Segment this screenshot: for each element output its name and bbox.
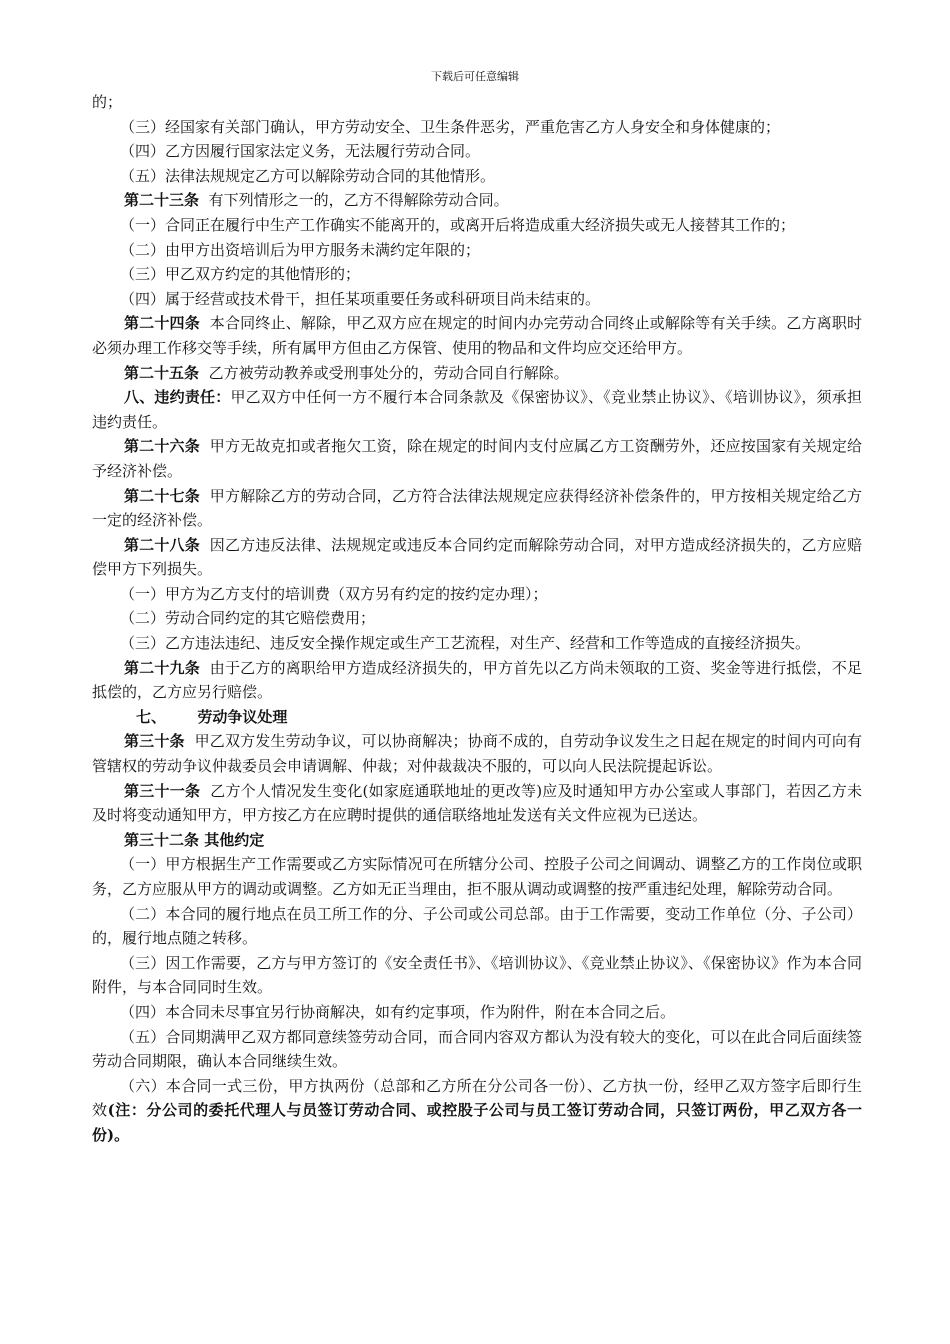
article-heading: 第二十四条 <box>124 314 200 333</box>
list-item <box>92 238 862 263</box>
paragraph-text: 乙方个人情况发生变化(如家庭通联地址的更改等)应及时通知甲方办公室或人事部门，若因乙方未及时将变动通知甲方，甲方按乙方在应聘时提供的通信联络地址发送有关文件应视为已送达。 <box>92 781 862 825</box>
article-heading: 第二十七条 <box>124 486 200 505</box>
paragraph-text: （三）甲乙双方约定的其他情形的； <box>120 265 361 284</box>
paragraph-text: 甲乙双方中任何一方不履行本合同条款及《保密协议》、《竞业禁止协议》、《培训协议》，须承担违约责任。 <box>92 388 862 431</box>
paragraph-continuation <box>92 90 862 115</box>
list-item <box>92 139 862 164</box>
bold-note: (注：分公司的委托代理人与员签订劳动合同、或控股子公司与员工签订劳动合同，只签订两份，甲乙双方各一份)。 <box>92 1101 862 1144</box>
paragraph-text: （六）本合同一式三份，甲方执两份（总部和乙方所在分公司各一份）、乙方执一份，经甲乙双方签字后即行生效 <box>92 1076 862 1120</box>
article-heading: 第二十九条 <box>124 658 200 677</box>
article-heading: 第三十二条 其他约定 <box>124 830 265 849</box>
paragraph-text: 甲方无故克扣或者拖欠工资，除在规定的时间内支付应属乙方工资酬劳外，还应按国家有关规定给予经济补偿。 <box>92 437 862 480</box>
list-item <box>92 262 862 287</box>
paragraph-text: 由于乙方的离职给甲方造成经济损失的，甲方首先以乙方尚未领取的工资、奖金等进行抵偿，不足抵偿的，乙方应另行赔偿。 <box>92 658 862 702</box>
list-item <box>92 631 862 656</box>
paragraph-text: （一）甲方根据生产工作需要或乙方实际情况可在所辖分公司、控股子公司之间调动、调整乙方的工作岗位或职务，乙方应服从甲方的调动或调整。乙方如无正当理由，拒不服从调动或调整的按严重违纪处理，解除劳动合同。 <box>92 855 862 898</box>
list-item <box>92 1000 862 1025</box>
list-item <box>92 606 862 631</box>
paragraph-text: （一）合同正在履行中生产工作确实不能离开的，或离开后将造成重大经济损失或无人接替其工作的； <box>120 215 796 234</box>
article-heading: 第二十六条 <box>124 437 200 456</box>
paragraph-text: 甲乙双方发生劳动争议，可以协商解决；协商不成的，自劳动争议发生之日起在规定的时间内可向有管辖权的劳动争议仲裁委员会申请调解、仲裁；对仲裁裁决不服的，可以向人民法院提起诉讼。 <box>92 732 862 776</box>
paragraph-text: （四）乙方因履行国家法定义务，无法履行劳动合同。 <box>120 142 481 161</box>
article-heading: 第二十八条 <box>124 535 200 554</box>
article-heading: 第二十三条 <box>124 191 200 210</box>
document-body <box>92 90 862 1148</box>
page-header: 下载后可任意编辑 <box>431 70 519 83</box>
paragraph-text: （二）劳动合同约定的其它赔偿费用； <box>120 609 376 628</box>
paragraph-text: （一）甲方为乙方支付的培训费（双方另有约定的按约定办理）； <box>120 584 548 603</box>
list-item <box>92 1025 862 1074</box>
paragraph-text: 因乙方违反法律、法规规定或违反本合同约定而解除劳动合同，对甲方造成经济损失的，乙方应赔偿甲方下列损失。 <box>92 535 862 579</box>
article-paragraph <box>92 434 862 483</box>
section-heading: 八、违约责任： <box>124 388 231 407</box>
article-heading: 第三十一条 <box>124 781 201 800</box>
list-item <box>92 951 862 1000</box>
paragraph-text: （二）由甲方出资培训后为甲方服务未满约定年限的； <box>120 240 481 259</box>
paragraph-text: 本合同终止、解除，甲乙双方应在规定的时间内办完劳动合同终止或解除等有关手续。乙方离职时必须办理工作移交等手续，所有属甲方但由乙方保管、使用的物品和文件均应交还给甲方。 <box>92 314 862 357</box>
paragraph-text: （三）因工作需要，乙方与甲方签订的《安全责任书》、《培训协议》、《竞业禁止协议》、《保密协议》作为本合同附件，与本合同同时生效。 <box>92 953 862 997</box>
article-heading: 第二十五条 <box>124 363 200 382</box>
section-heading: 七、 劳动争议处理 <box>136 707 288 726</box>
article-paragraph <box>92 311 862 360</box>
article-paragraph <box>92 828 862 853</box>
list-item <box>92 115 862 140</box>
paragraph-text: 甲方解除乙方的劳动合同，乙方符合法律法规规定应获得经济补偿条件的，甲方按相关规定给乙方一定的经济补偿。 <box>92 486 862 530</box>
article-paragraph <box>92 484 862 533</box>
paragraph-text: 的； <box>92 93 123 111</box>
article-paragraph <box>92 779 862 828</box>
paragraph-text: （四）属于经营或技术骨干，担任某项重要任务或科研项目尚未结束的。 <box>120 289 601 308</box>
list-item <box>92 287 862 312</box>
list-item <box>92 582 862 607</box>
list-item <box>92 902 862 951</box>
list-item <box>92 852 862 901</box>
paragraph-text: （三）经国家有关部门确认，甲方劳动安全、卫生条件恶劣，严重危害乙方人身安全和身体健康的； <box>120 117 781 136</box>
article-paragraph <box>92 656 862 705</box>
paragraph-text: （二）本合同的履行地点在员工所工作的分、子公司或公司总部。由于工作需要，变动工作单位（分、子公司）的，履行地点随之转移。 <box>92 904 862 948</box>
article-paragraph <box>92 729 862 778</box>
section-paragraph <box>92 705 862 730</box>
paragraph-text: （四）本合同未尽事宜另行协商解决，如有约定事项，作为附件，附在本合同之后。 <box>120 1002 676 1021</box>
paragraph-text: 有下列情形之一的，乙方不得解除劳动合同。 <box>208 191 509 210</box>
list-item <box>92 213 862 238</box>
list-item <box>92 164 862 189</box>
paragraph-text: （五）法律法规规定乙方可以解除劳动合同的其他情形。 <box>120 166 496 185</box>
article-paragraph <box>92 188 862 213</box>
list-item <box>92 1074 862 1148</box>
paragraph-text: （三）乙方违法违纪、违反安全操作规定或生产工艺流程，对生产、经营和工作等造成的直接经济损失。 <box>120 634 811 653</box>
article-paragraph <box>92 533 862 582</box>
paragraph-text: （五）合同期满甲乙双方都同意续签劳动合同，而合同内容双方都认为没有较大的变化，可以在此合同后面续签劳动合同期限，确认本合同继续生效。 <box>92 1027 862 1071</box>
paragraph-text: 乙方被劳动教养或受刑事处分的，劳动合同自行解除。 <box>208 363 569 382</box>
section-paragraph <box>92 385 862 434</box>
article-heading: 第三十条 <box>124 732 185 751</box>
article-paragraph <box>92 361 862 386</box>
